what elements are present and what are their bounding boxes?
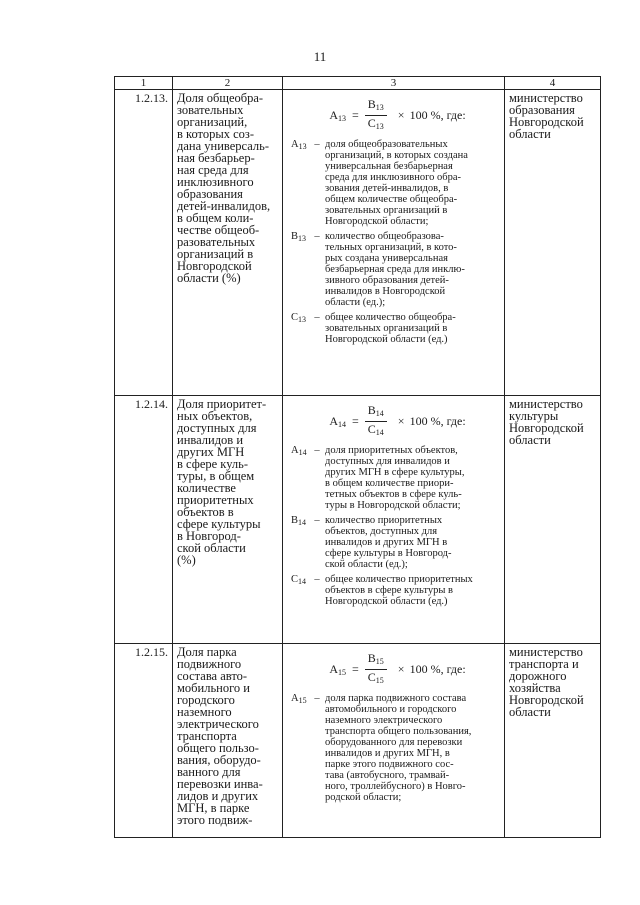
calculation-method [283,90,505,396]
definition-symbol [291,139,309,231]
definition-line: общем количестве общеобра- [325,194,458,205]
indicator-name-line: ная среда для [177,163,249,177]
definition-text [325,445,500,511]
indicator-name-line: этого подвиж- [177,813,253,827]
subscript: 13 [338,114,346,123]
definition-line: количество приоритетных [325,515,443,526]
symbol: A [329,662,338,676]
definition-line: зования детей-инвалидов, в [325,183,449,194]
definition-line: количество общеобразова- [325,231,444,242]
definition-line: среда для инклюзивного обра- [325,172,462,183]
definition-text [325,312,500,345]
subscript: 13 [298,234,307,243]
symbol: C [291,574,299,585]
indicator-name [173,90,283,396]
symbol: B [367,403,376,417]
indicator-name-line: наземного [177,705,232,719]
subscript: 14 [375,428,384,437]
formula-tail: 100 %, где: [409,662,466,676]
definition-line: доля парка подвижного состава [325,693,467,704]
fraction [365,652,387,687]
indicator-name-line: Доля общеобра- [177,91,264,105]
definitions [291,139,500,349]
subscript: 13 [298,315,307,324]
definition-line: инвалидов и других МГН в [325,537,448,548]
fraction [365,404,387,439]
definition-line: объектов в сфере культуры в [325,585,453,596]
subscript: 14 [298,518,307,527]
indicator-name-line: разовательных [177,235,256,249]
indicator-name-line: МГН, в парке [177,801,250,815]
indicator-name-line: в Новгород- [177,529,241,543]
definition-line: наземного электрического [325,715,443,726]
indicator-name-line: организаций в [177,247,254,261]
symbol: A [329,108,338,122]
formula-result [329,414,346,429]
responsible-ministry [505,396,601,644]
subscript: 14 [298,577,307,586]
indicator-name-line: в сфере куль- [177,457,248,471]
indicator-name-line: ской области [177,541,246,555]
ministry-line: министерство [509,397,583,411]
subscript: 14 [338,420,346,429]
symbol: A [291,139,299,150]
table-row [115,90,601,396]
indicator-name-line: доступных для [177,421,257,435]
symbol: A [291,693,299,704]
page-number: 11 [313,49,327,64]
ministry-line: Новгородской [509,421,584,435]
definition-text [325,693,500,803]
indicator-number: 1.2.13. [115,90,173,396]
numerator [365,404,387,422]
symbol: C [367,422,376,436]
symbol: C [367,116,376,130]
symbol: B [367,651,376,665]
symbol: B [291,515,299,526]
ministry-line: культуры [509,409,559,423]
definition-text [325,231,500,308]
indicator-name-line: объектов в [177,505,234,519]
ministry-line: образования [509,103,575,117]
subscript: 15 [298,696,307,705]
definition-line: универсальная безбарьерная [325,161,453,172]
definition-line: других МГН в сфере культуры, [325,467,465,478]
responsible-ministry [505,644,601,838]
indicator-name-line: (%) [177,553,196,567]
indicator-name-line: перевозки инва- [177,777,263,791]
dash: – [314,445,320,456]
definition-line: общее количество приоритетных [325,574,473,585]
multiply-sign: × [397,662,405,676]
dash: – [314,139,320,150]
multiply-sign: × [397,414,405,428]
responsible-ministry [505,90,601,396]
dash: – [314,574,320,585]
ministry-line: министерство [509,645,583,659]
indicator-name-line: ных объектов, [177,409,253,423]
table-row [115,644,601,838]
indicator-name-line: подвижного [177,657,242,671]
dash: – [314,515,320,526]
definition-line: доля общеобразовательных [325,139,448,150]
ministry-line: дорожного [509,669,567,683]
numerator [365,652,387,670]
definition-line: тава (автобусного, трамвай- [325,770,450,781]
subscript: 14 [375,409,384,418]
indicator-name-line: Новгородской [177,259,252,273]
indicator-name-line: в общем коли- [177,211,254,225]
indicator-name-line: транспорта [177,729,237,743]
subscript: 14 [298,448,307,457]
definition-symbol [291,231,309,312]
denominator [368,422,384,439]
indicator-name-line: вания, оборудо- [177,753,261,767]
indicators-table [114,76,601,838]
equals-sign: = [352,108,359,122]
calculation-method [283,396,505,644]
ministry-line: области [509,705,551,719]
ministry-line: транспорта и [509,657,579,671]
symbol: A [291,445,299,456]
definition-line: общее количество общеобра- [325,312,456,323]
indicator-name-line: организаций, [177,115,248,129]
dash: – [314,231,320,242]
ministry-line: министерство [509,91,583,105]
definition-line: инвалидов и других МГН, в [325,748,450,759]
formula [295,98,500,133]
formula-result [329,662,346,677]
ministry-line: Новгородской [509,115,584,129]
indicator-name-line: честве общеоб- [177,223,260,237]
symbol: C [367,670,376,684]
definition-text [325,515,500,570]
definition-line: организаций, в которых создана [325,150,468,161]
ministry-line: хозяйства [509,681,561,695]
multiply-sign: × [397,108,405,122]
definition-line: транспорта общего пользования, [325,726,472,737]
dash: – [314,312,320,323]
definition-line: автомобильного и городского [325,704,457,715]
definition-line: инвалидов в Новгородской [325,286,446,297]
definitions [291,693,500,807]
definition-symbol [291,515,309,574]
symbol: C [291,312,299,323]
indicator-name-line: в которых соз- [177,127,255,141]
calculation-method [283,644,505,838]
definition-line: Новгородской области; [325,216,429,227]
column-header: 3 [283,77,505,90]
subscript: 13 [375,122,384,131]
formula-result [329,108,346,123]
table-body [115,90,601,838]
indicator-name-line: ная безбарьер- [177,151,255,165]
numerator [365,98,387,116]
formula [295,404,500,439]
indicator-name-line: инклюзивного [177,175,254,189]
formula [295,652,500,687]
indicator-name-line: зовательных [177,103,244,117]
column-header: 2 [173,77,283,90]
definition-line: рых создана универсальная [325,253,448,264]
denominator [368,116,384,133]
indicator-name-line: состава авто- [177,669,248,683]
symbol: B [367,97,376,111]
ministry-line: области [509,127,551,141]
subscript: 15 [338,668,346,677]
definition-line: доступных для инвалидов и [325,456,450,467]
indicator-name [173,644,283,838]
definition-line: родской области; [325,792,402,803]
definition-line: туры в Новгородской области; [325,500,461,511]
indicator-name-line: городского [177,693,235,707]
indicator-name-line: детей-инвалидов, [177,199,271,213]
definition-line: зовательных организаций в [325,323,448,334]
formula-tail: 100 %, где: [409,108,466,122]
indicator-name-line: приоритетных [177,493,254,507]
definition-line: ного, троллейбусного) в Новго- [325,781,466,792]
column-header: 1 [115,77,173,90]
definition-symbol [291,312,309,349]
subscript: 15 [375,657,384,666]
definition-symbol [291,574,309,611]
fraction [365,98,387,133]
indicator-number: 1.2.15. [115,644,173,838]
indicator-name-line: количестве [177,481,236,495]
ministry-line: области [509,433,551,447]
indicator-name-line: образования [177,187,243,201]
subscript: 13 [375,103,384,112]
definition-line: доля приоритетных объектов, [325,445,458,456]
definition-line: оборудованного для перевозки [325,737,463,748]
definition-text [325,139,500,227]
definition-line: безбарьерная среда для инклю- [325,264,465,275]
indicator-number: 1.2.14. [115,396,173,644]
definition-line: тельных организаций, в кото- [325,242,457,253]
indicator-name-line: общего пользо- [177,741,259,755]
denominator [368,670,384,687]
subscript: 13 [298,142,307,151]
definitions [291,445,500,611]
indicator-name-line: Доля парка [177,645,237,659]
equals-sign: = [352,662,359,676]
indicator-name-line: других МГН [177,445,245,459]
table-row [115,396,601,644]
definition-line: объектов, доступных для [325,526,438,537]
indicator-name-line: Доля приоритет- [177,397,267,411]
indicator-name-line: мобильного и [177,681,250,695]
definition-line: в общем количестве приори- [325,478,454,489]
definition-text [325,574,500,607]
indicator-name-line: сфере культуры [177,517,261,531]
indicator-name-line: туры, в общем [177,469,255,483]
indicator-name-line: ванного для [177,765,241,779]
definition-line: Новгородской области (ед.) [325,334,448,345]
indicator-name-line: дана универсаль- [177,139,269,153]
definition-line: сфере культуры в Новгород- [325,548,452,559]
indicator-name-line: области (%) [177,271,241,285]
formula-tail: 100 %, где: [409,414,466,428]
definition-symbol [291,693,309,807]
definition-line: Новгородской области (ед.) [325,596,448,607]
definition-line: тетных объектов в сфере куль- [325,489,462,500]
definition-line: области (ед.); [325,297,386,308]
definition-line: ской области (ед.); [325,559,408,570]
definition-symbol [291,445,309,515]
indicator-name-line: электрического [177,717,259,731]
equals-sign: = [352,414,359,428]
symbol: B [291,231,299,242]
definition-line: парке этого подвижного сос- [325,759,454,770]
definition-line: зовательных организаций в [325,205,448,216]
column-header: 4 [505,77,601,90]
symbol: A [329,414,338,428]
table-header-row [115,77,601,90]
indicator-name [173,396,283,644]
subscript: 15 [375,676,384,685]
indicator-name-line: инвалидов и [177,433,244,447]
definition-line: зивного образования детей- [325,275,449,286]
dash: – [314,693,320,704]
ministry-line: Новгородской [509,693,584,707]
indicator-name-line: лидов и других [177,789,259,803]
